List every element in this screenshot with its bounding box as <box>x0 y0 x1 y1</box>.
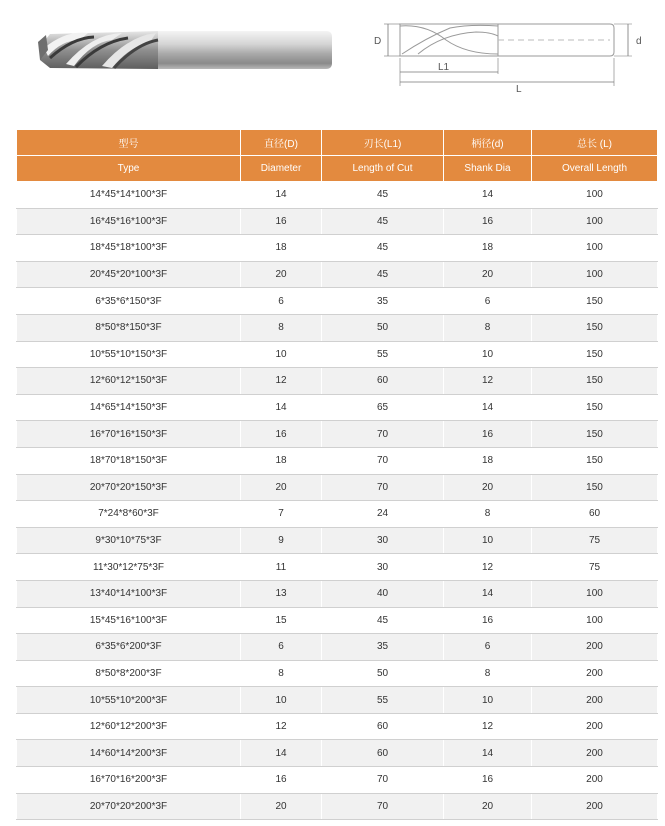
cell-overall-length: 200 <box>532 767 658 794</box>
cell-length-of-cut: 50 <box>322 314 444 341</box>
cell-length-of-cut: 60 <box>322 713 444 740</box>
cell-diameter: 8 <box>241 314 322 341</box>
cell-length-of-cut: 70 <box>322 474 444 501</box>
cell-length-of-cut: 45 <box>322 182 444 209</box>
cell-overall-length: 150 <box>532 368 658 395</box>
cell-type: 10*55*10*150*3F <box>17 341 241 368</box>
cell-type: 20*70*20*200*3F <box>17 793 241 820</box>
cell-shank-dia: 14 <box>444 394 532 421</box>
table-row <box>17 447 658 474</box>
cell-diameter: 6 <box>241 288 322 315</box>
cell-type: 11*30*12*75*3F <box>17 554 241 581</box>
table-row <box>17 607 658 634</box>
cell-shank-dia: 16 <box>444 208 532 235</box>
table-row <box>17 421 658 448</box>
table-body <box>17 182 658 820</box>
table-row <box>17 368 658 395</box>
table-row <box>17 580 658 607</box>
cell-overall-length: 200 <box>532 713 658 740</box>
cell-diameter: 16 <box>241 208 322 235</box>
table-row <box>17 208 658 235</box>
cell-type: 10*55*10*200*3F <box>17 687 241 714</box>
cell-diameter: 13 <box>241 580 322 607</box>
cell-type: 18*45*18*100*3F <box>17 235 241 262</box>
table-row <box>17 527 658 554</box>
cell-shank-dia: 16 <box>444 421 532 448</box>
cell-shank-dia: 18 <box>444 447 532 474</box>
cell-diameter: 14 <box>241 182 322 209</box>
table-row <box>17 687 658 714</box>
header-length-of-cut-en: Length of Cut <box>322 156 444 182</box>
cell-shank-dia: 16 <box>444 767 532 794</box>
label-d: d <box>636 36 642 47</box>
table-row <box>17 501 658 528</box>
cell-diameter: 14 <box>241 740 322 767</box>
end-mill-dimension-diagram <box>366 14 656 94</box>
header-overall-length-en: Overall Length <box>532 156 658 182</box>
specification-table <box>16 129 658 820</box>
cell-length-of-cut: 70 <box>322 767 444 794</box>
cell-diameter: 8 <box>241 660 322 687</box>
cell-type: 16*70*16*150*3F <box>17 421 241 448</box>
cell-overall-length: 100 <box>532 261 658 288</box>
table-row <box>17 740 658 767</box>
table-row <box>17 713 658 740</box>
cell-diameter: 7 <box>241 501 322 528</box>
cell-shank-dia: 12 <box>444 554 532 581</box>
cell-type: 7*24*8*60*3F <box>17 501 241 528</box>
cell-diameter: 9 <box>241 527 322 554</box>
table-row <box>17 314 658 341</box>
cell-length-of-cut: 35 <box>322 288 444 315</box>
header-shank-dia-en: Shank Dia <box>444 156 532 182</box>
cell-shank-dia: 14 <box>444 182 532 209</box>
cell-shank-dia: 8 <box>444 660 532 687</box>
cell-overall-length: 150 <box>532 447 658 474</box>
cell-length-of-cut: 70 <box>322 793 444 820</box>
cell-type: 12*60*12*200*3F <box>17 713 241 740</box>
cell-type: 16*70*16*200*3F <box>17 767 241 794</box>
cell-type: 14*60*14*200*3F <box>17 740 241 767</box>
cell-shank-dia: 18 <box>444 235 532 262</box>
cell-shank-dia: 12 <box>444 368 532 395</box>
cell-type: 16*45*16*100*3F <box>17 208 241 235</box>
cell-length-of-cut: 30 <box>322 527 444 554</box>
table-row <box>17 182 658 209</box>
cell-shank-dia: 8 <box>444 314 532 341</box>
cell-type: 18*70*18*150*3F <box>17 447 241 474</box>
cell-length-of-cut: 60 <box>322 368 444 395</box>
cell-diameter: 10 <box>241 341 322 368</box>
cell-shank-dia: 6 <box>444 288 532 315</box>
cell-overall-length: 150 <box>532 394 658 421</box>
cell-length-of-cut: 40 <box>322 580 444 607</box>
end-mill-photo <box>36 20 332 82</box>
cell-diameter: 18 <box>241 235 322 262</box>
cell-length-of-cut: 45 <box>322 261 444 288</box>
cell-overall-length: 200 <box>532 634 658 661</box>
cell-diameter: 18 <box>241 447 322 474</box>
cell-length-of-cut: 70 <box>322 447 444 474</box>
label-L: L <box>516 84 522 94</box>
cell-type: 9*30*10*75*3F <box>17 527 241 554</box>
cell-length-of-cut: 45 <box>322 607 444 634</box>
cell-overall-length: 100 <box>532 208 658 235</box>
cell-length-of-cut: 55 <box>322 341 444 368</box>
cell-type: 6*35*6*200*3F <box>17 634 241 661</box>
cell-type: 20*45*20*100*3F <box>17 261 241 288</box>
table-row <box>17 341 658 368</box>
cell-length-of-cut: 60 <box>322 740 444 767</box>
header-shank-dia-cn: 柄径(d) <box>444 130 532 156</box>
header-row-english <box>17 156 658 182</box>
label-D: D <box>374 36 382 47</box>
cell-shank-dia: 10 <box>444 527 532 554</box>
table-header <box>17 130 658 182</box>
cell-type: 13*40*14*100*3F <box>17 580 241 607</box>
cell-length-of-cut: 30 <box>322 554 444 581</box>
cell-type: 14*65*14*150*3F <box>17 394 241 421</box>
cell-shank-dia: 6 <box>444 634 532 661</box>
cell-diameter: 15 <box>241 607 322 634</box>
cell-type: 6*35*6*150*3F <box>17 288 241 315</box>
cell-length-of-cut: 50 <box>322 660 444 687</box>
cell-shank-dia: 10 <box>444 687 532 714</box>
cell-overall-length: 100 <box>532 182 658 209</box>
header-length-of-cut-cn: 刃长(L1) <box>322 130 444 156</box>
cell-type: 15*45*16*100*3F <box>17 607 241 634</box>
cell-diameter: 20 <box>241 261 322 288</box>
table-row <box>17 767 658 794</box>
header-type-en: Type <box>17 156 241 182</box>
cell-overall-length: 150 <box>532 288 658 315</box>
header-diameter-en: Diameter <box>241 156 322 182</box>
cell-diameter: 10 <box>241 687 322 714</box>
cell-overall-length: 100 <box>532 580 658 607</box>
table-row <box>17 261 658 288</box>
cell-diameter: 16 <box>241 421 322 448</box>
label-L1: L1 <box>438 62 450 73</box>
table-row <box>17 634 658 661</box>
cell-shank-dia: 20 <box>444 474 532 501</box>
table-row <box>17 474 658 501</box>
cell-length-of-cut: 70 <box>322 421 444 448</box>
cell-overall-length: 200 <box>532 687 658 714</box>
cell-shank-dia: 12 <box>444 713 532 740</box>
cell-type: 12*60*12*150*3F <box>17 368 241 395</box>
cell-diameter: 6 <box>241 634 322 661</box>
cell-diameter: 16 <box>241 767 322 794</box>
header-overall-length-cn: 总长 (L) <box>532 130 658 156</box>
header-diameter-cn: 直径(D) <box>241 130 322 156</box>
cell-overall-length: 100 <box>532 235 658 262</box>
cell-overall-length: 60 <box>532 501 658 528</box>
cell-type: 8*50*8*150*3F <box>17 314 241 341</box>
cell-length-of-cut: 35 <box>322 634 444 661</box>
cell-overall-length: 75 <box>532 554 658 581</box>
cell-shank-dia: 14 <box>444 740 532 767</box>
cell-length-of-cut: 55 <box>322 687 444 714</box>
cell-shank-dia: 14 <box>444 580 532 607</box>
cell-diameter: 14 <box>241 394 322 421</box>
table-row <box>17 394 658 421</box>
table-row <box>17 793 658 820</box>
table-row <box>17 660 658 687</box>
cell-type: 20*70*20*150*3F <box>17 474 241 501</box>
cell-diameter: 11 <box>241 554 322 581</box>
cell-diameter: 20 <box>241 474 322 501</box>
table-row <box>17 288 658 315</box>
cell-diameter: 20 <box>241 793 322 820</box>
cell-length-of-cut: 45 <box>322 208 444 235</box>
header-type-cn: 型号 <box>17 130 241 156</box>
cell-length-of-cut: 24 <box>322 501 444 528</box>
cell-type: 8*50*8*200*3F <box>17 660 241 687</box>
cell-overall-length: 100 <box>532 607 658 634</box>
cell-overall-length: 150 <box>532 341 658 368</box>
table-row <box>17 554 658 581</box>
cell-overall-length: 200 <box>532 793 658 820</box>
cell-shank-dia: 16 <box>444 607 532 634</box>
cell-diameter: 12 <box>241 713 322 740</box>
cell-length-of-cut: 45 <box>322 235 444 262</box>
cell-overall-length: 150 <box>532 421 658 448</box>
cell-overall-length: 150 <box>532 474 658 501</box>
cell-shank-dia: 20 <box>444 261 532 288</box>
cell-overall-length: 75 <box>532 527 658 554</box>
cell-length-of-cut: 65 <box>322 394 444 421</box>
table-row <box>17 235 658 262</box>
cell-diameter: 12 <box>241 368 322 395</box>
cell-shank-dia: 8 <box>444 501 532 528</box>
cell-type: 14*45*14*100*3F <box>17 182 241 209</box>
cell-shank-dia: 10 <box>444 341 532 368</box>
cell-overall-length: 150 <box>532 314 658 341</box>
cell-shank-dia: 20 <box>444 793 532 820</box>
cell-overall-length: 200 <box>532 740 658 767</box>
product-illustrations <box>0 0 665 128</box>
header-row-chinese <box>17 130 658 156</box>
cell-overall-length: 200 <box>532 660 658 687</box>
